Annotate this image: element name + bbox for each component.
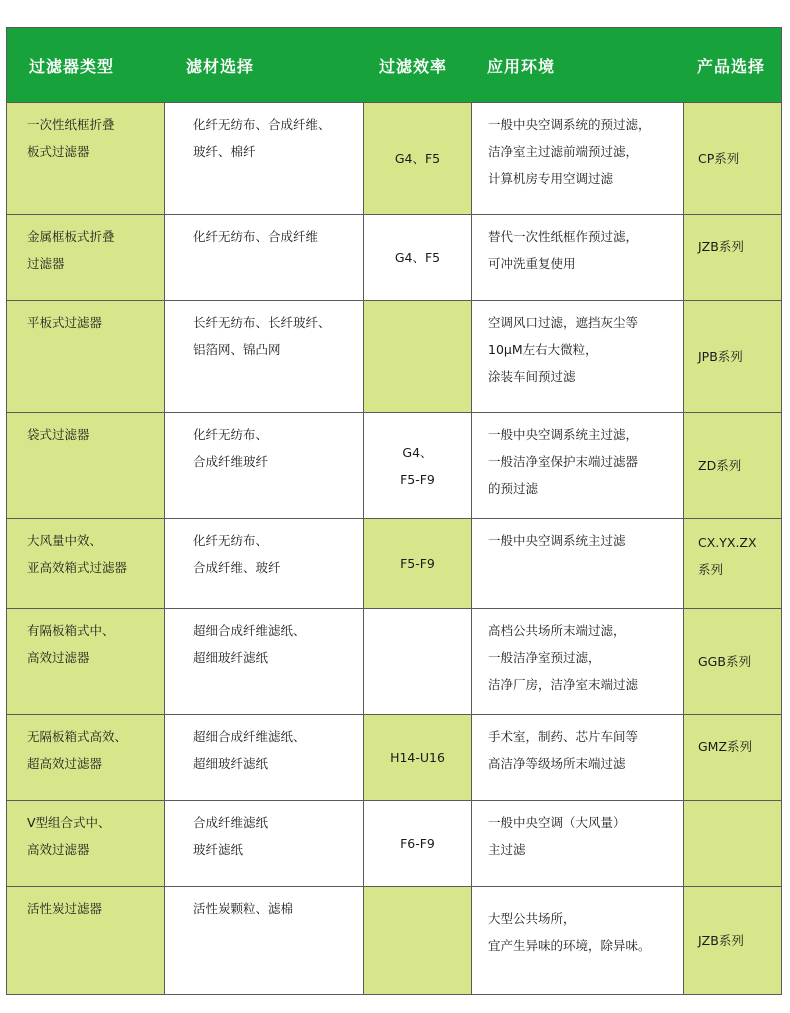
- cell-application: 高档公共场所末端过滤， 一般洁净室预过滤， 洁净厂房，洁净室末端过滤: [471, 608, 683, 714]
- cell-efficiency: [363, 300, 471, 412]
- cell-product: JZB系列: [683, 214, 781, 300]
- cell-product: GMZ系列: [683, 714, 781, 800]
- cell-efficiency: F6-F9: [363, 800, 471, 886]
- cell-product: ZD系列: [683, 412, 781, 518]
- cell-application: 大型公共场所， 宜产生异味的环境，除异味。: [471, 886, 683, 994]
- cell-application: 一般中央空调系统主过滤， 一般洁净室保护末端过滤器 的预过滤: [471, 412, 683, 518]
- header-filter-type: 过滤器类型: [7, 28, 164, 102]
- cell-filter-type: 金属框板式折叠 过滤器: [7, 214, 164, 300]
- cell-efficiency: G4、F5: [363, 102, 471, 214]
- cell-material: 合成纤维滤纸 玻纤滤纸: [164, 800, 363, 886]
- cell-filter-type: 活性炭过滤器: [7, 886, 164, 994]
- cell-material: 化纤无纺布、合成纤维、 玻纤、棉纤: [164, 102, 363, 214]
- cell-filter-type: 无隔板箱式高效、 超高效过滤器: [7, 714, 164, 800]
- cell-application: 一般中央空调系统主过滤: [471, 518, 683, 608]
- cell-material: 长纤无纺布、长纤玻纤、 铝箔网、锦凸网: [164, 300, 363, 412]
- cell-filter-type: 大风量中效、 亚高效箱式过滤器: [7, 518, 164, 608]
- cell-product: [683, 800, 781, 886]
- cell-filter-type: 袋式过滤器: [7, 412, 164, 518]
- cell-efficiency: [363, 608, 471, 714]
- cell-application: 空调风口过滤，遮挡灰尘等 10μM左右大微粒， 涂装车间预过滤: [471, 300, 683, 412]
- header-product: 产品选择: [683, 28, 781, 102]
- header-efficiency: 过滤效率: [363, 28, 471, 102]
- cell-application: 手术室，制药、芯片车间等 高洁净等级场所末端过滤: [471, 714, 683, 800]
- cell-material: 化纤无纺布、 合成纤维、玻纤: [164, 518, 363, 608]
- cell-material: 化纤无纺布、合成纤维: [164, 214, 363, 300]
- cell-application: 一般中央空调（大风量） 主过滤: [471, 800, 683, 886]
- cell-product: CP系列: [683, 102, 781, 214]
- cell-efficiency: [363, 886, 471, 994]
- cell-material: 活性炭颗粒、滤棉: [164, 886, 363, 994]
- cell-product: JPB系列: [683, 300, 781, 412]
- cell-product: GGB系列: [683, 608, 781, 714]
- header-application: 应用环境: [471, 28, 683, 102]
- cell-material: 化纤无纺布、 合成纤维玻纤: [164, 412, 363, 518]
- cell-product: JZB系列: [683, 886, 781, 994]
- cell-filter-type: 平板式过滤器: [7, 300, 164, 412]
- cell-efficiency: H14-U16: [363, 714, 471, 800]
- cell-efficiency: G4、 F5-F9: [363, 412, 471, 518]
- cell-efficiency: G4、F5: [363, 214, 471, 300]
- cell-material: 超细合成纤维滤纸、 超细玻纤滤纸: [164, 608, 363, 714]
- header-material: 滤材选择: [164, 28, 363, 102]
- cell-material: 超细合成纤维滤纸、 超细玻纤滤纸: [164, 714, 363, 800]
- filter-selection-table: [6, 27, 782, 995]
- cell-product: CX.YX.ZX 系列: [683, 518, 781, 608]
- cell-application: 替代一次性纸框作预过滤， 可冲洗重复使用: [471, 214, 683, 300]
- cell-filter-type: V型组合式中、 高效过滤器: [7, 800, 164, 886]
- cell-efficiency: F5-F9: [363, 518, 471, 608]
- cell-filter-type: 有隔板箱式中、 高效过滤器: [7, 608, 164, 714]
- cell-application: 一般中央空调系统的预过滤， 洁净室主过滤前端预过滤， 计算机房专用空调过滤: [471, 102, 683, 214]
- cell-filter-type: 一次性纸框折叠 板式过滤器: [7, 102, 164, 214]
